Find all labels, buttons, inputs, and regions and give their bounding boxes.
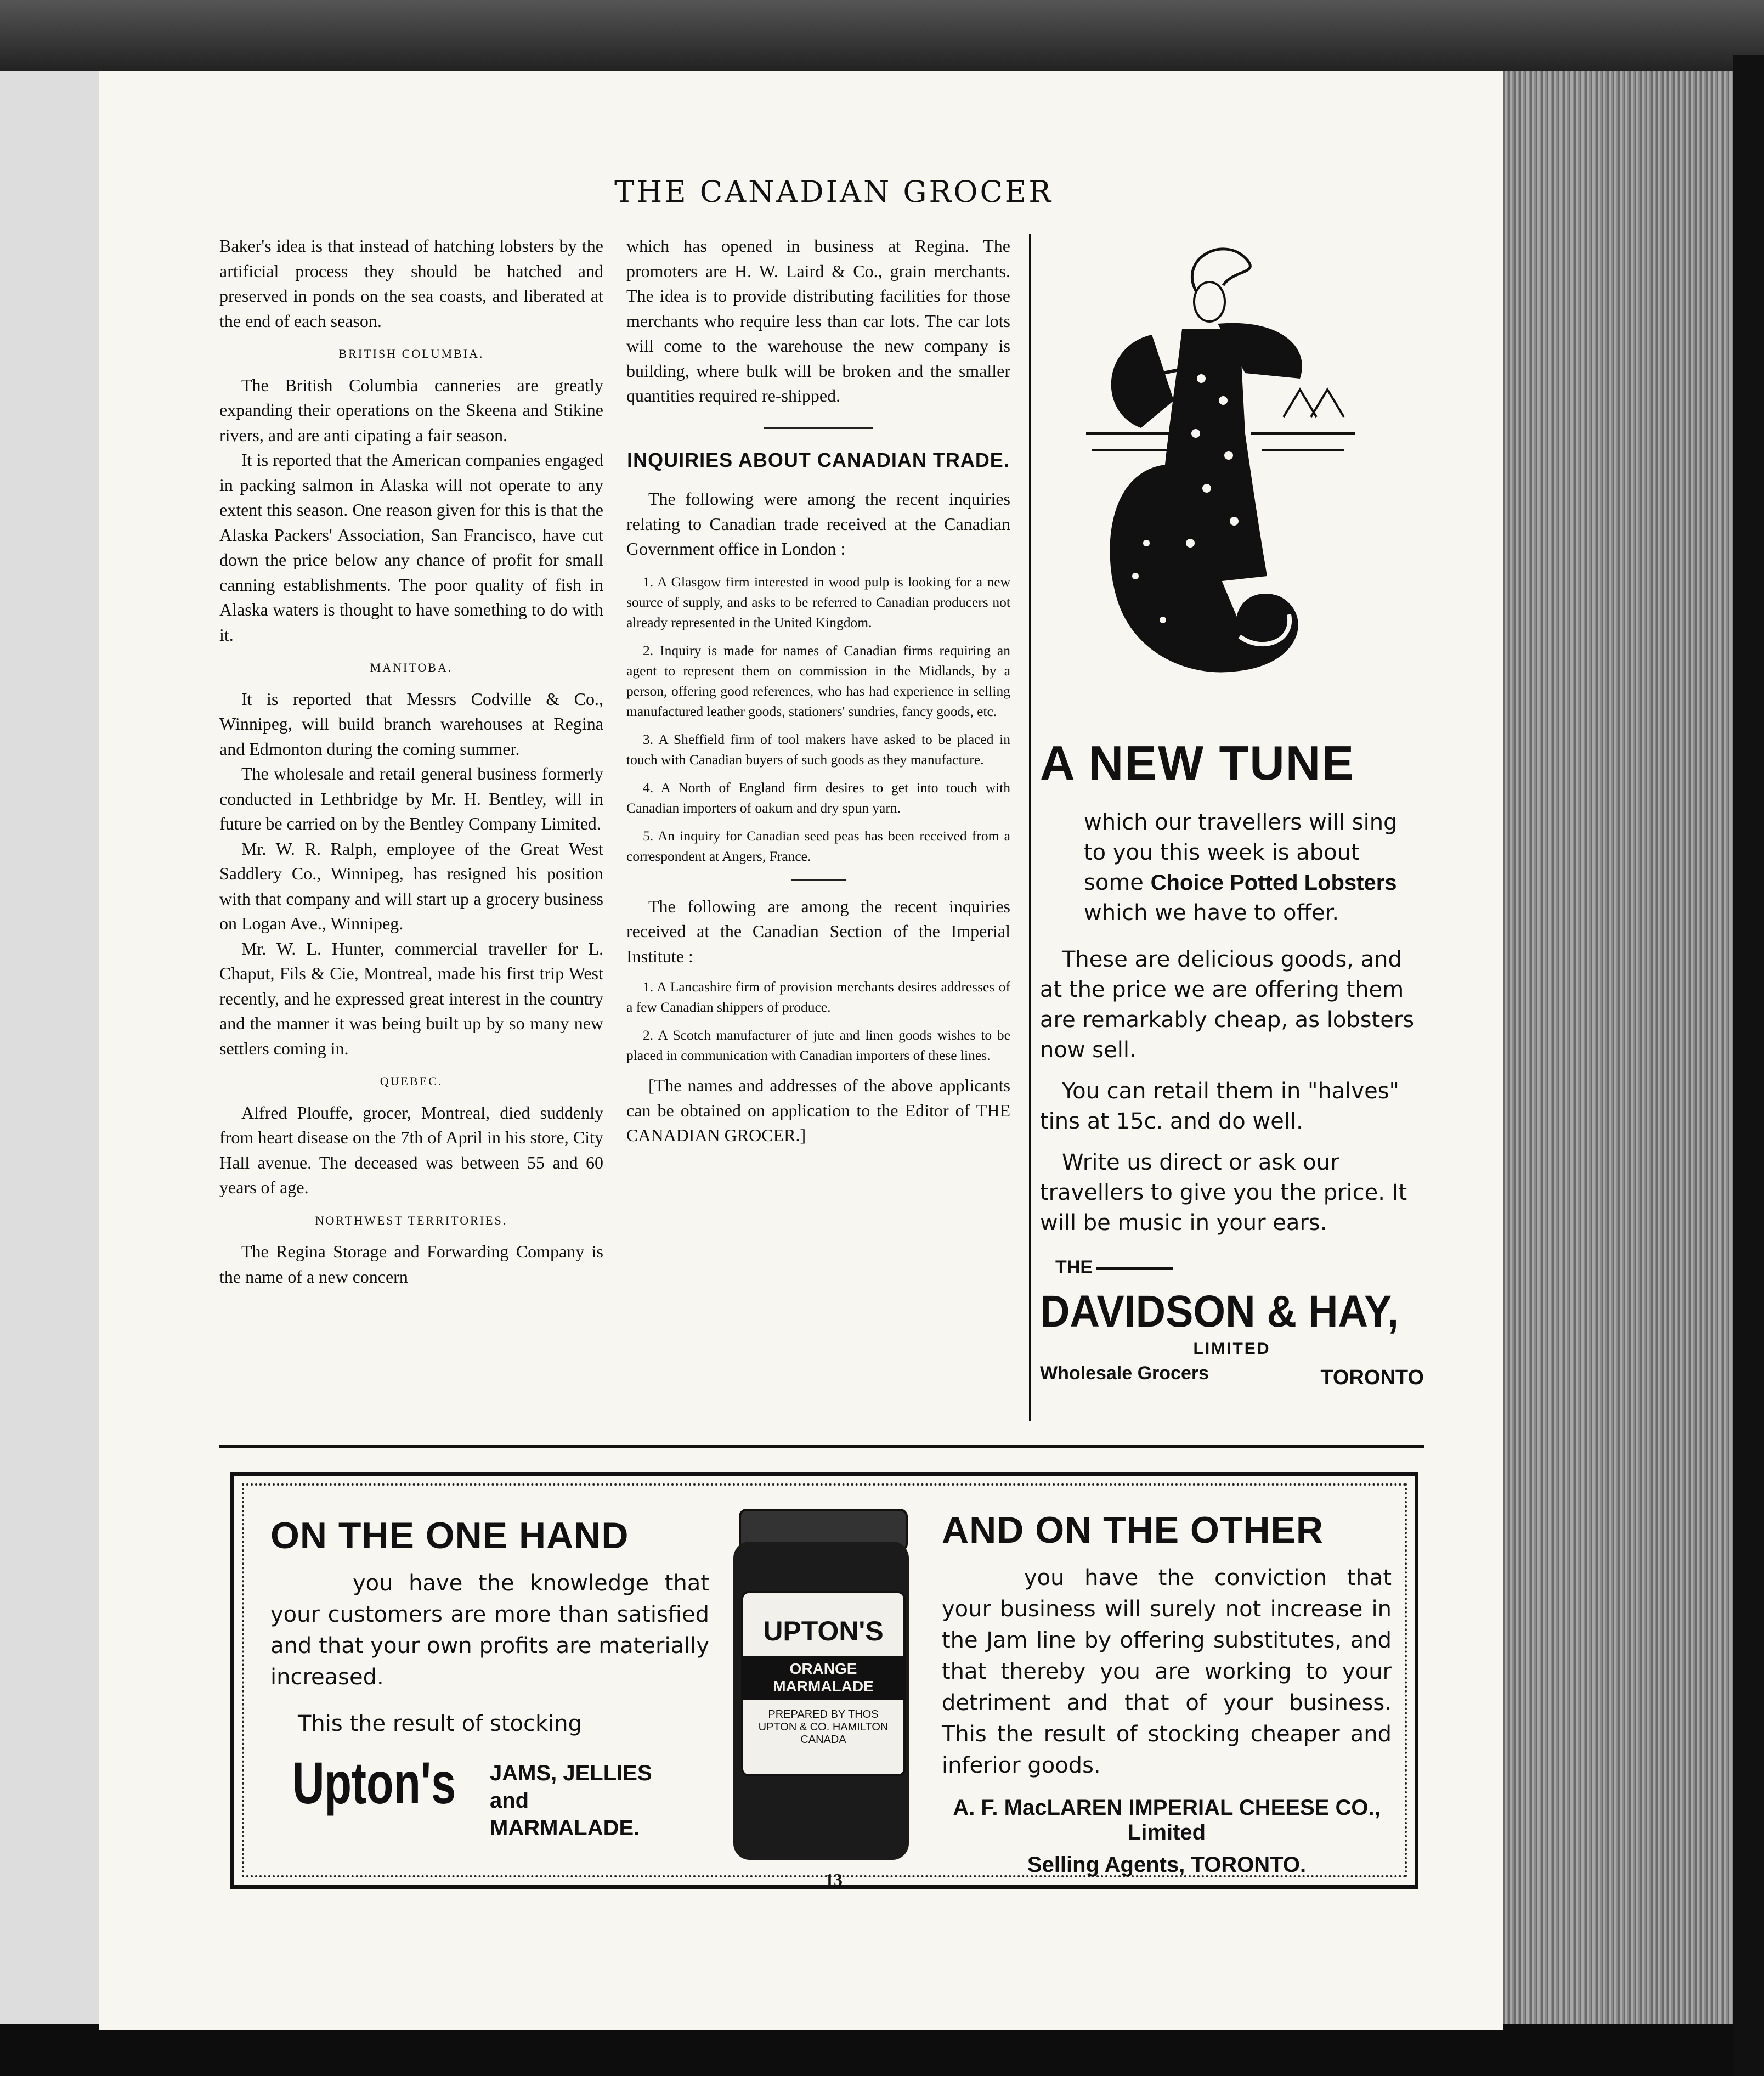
inquiry-list — [626, 572, 1010, 866]
ad-text: Write us direct or ask our travellers to give you the price. It will be music in your ears. — [1040, 1150, 1407, 1236]
company-city: TORONTO — [1320, 1366, 1424, 1389]
agent-name: A. F. MacLAREN IMPERIAL CHEESE CO., Limited — [953, 1796, 1381, 1844]
ad-product-name: Choice Potted Lobsters — [1150, 871, 1397, 895]
brand-name: Upton's — [292, 1750, 456, 1816]
facing-page-edge — [0, 71, 99, 2024]
list-item: 4. A North of England firm desires to get into touch with Canadian importers of oakum and dry spun yarn. — [626, 779, 1010, 816]
ad-right-text: you have the conviction that your business will surely not increase in the Jam line by offering substitutes, and that thereby you are working to your detriment and that of your business. This the result of stocking cheaper and inferior goods. — [942, 1565, 1392, 1778]
marmalade-jar — [733, 1509, 909, 1865]
paragraph: It is reported that the American companies engaged in packing salmon in Alaska will not operate to any extent this season. One reason given for this is that the Alaska Packers' Association, San Francisco, have cut down the price below any chance of profit for small canning establishments. The poor quality of fish in Alaska waters is thought to have something to do with it. — [219, 450, 603, 645]
ad-text: which we have to offer. — [1084, 900, 1339, 926]
list-item: 2. A Scotch manufacturer of jute and linen goods wishes to be placed in communication with Canadian importers of these lines. — [626, 1027, 1010, 1063]
ad-the: THE — [1040, 1257, 1424, 1278]
company-limited: LIMITED — [1193, 1340, 1271, 1358]
ad-left — [270, 1514, 709, 1840]
company-name: DAVIDSON & HAY, — [1040, 1287, 1399, 1336]
column-two — [626, 234, 1010, 1148]
imperial-list — [626, 977, 1010, 1065]
agent-location: Selling Agents, TORONTO. — [1027, 1853, 1307, 1877]
section-heading-bc: BRITISH COLUMBIA. — [338, 347, 484, 360]
paragraph: The following are among the recent inquiries received at the Canadian Section of the Imperial Institute : — [626, 896, 1010, 966]
jar-brand: UPTON'S — [763, 1616, 884, 1646]
list-item: 3. A Sheffield firm of tool makers have asked to be placed in touch with Canadian buyers of such goods as they manufacture. — [626, 731, 1010, 768]
jar-label — [741, 1591, 906, 1776]
section-heading-quebec: QUEBEC. — [380, 1074, 443, 1088]
divider — [791, 879, 846, 881]
ad-text: These are delicious goods, and at the price we are offering them are remarkably cheap, as lobsters now sell. — [1040, 947, 1415, 1063]
brand-products: JAMS, JELLIES and MARMALADE. — [490, 1761, 652, 1840]
ad-right — [942, 1509, 1392, 1877]
closing-note: [The names and addresses of the above applicants can be obtained on application to the Editor of THE CANADIAN GROCER.] — [626, 1075, 1010, 1145]
paragraph: Alfred Plouffe, grocer, Montreal, died suddenly from heart disease on the 7th of April in his store, City Hall avenue. The deceased was between 55 and 60 years of age. — [219, 1102, 603, 1197]
davidson-hay-ad — [1040, 735, 1424, 1391]
company-trade: Wholesale Grocers — [1040, 1363, 1209, 1384]
ad-body — [1040, 808, 1424, 1238]
company-footer — [1040, 1358, 1424, 1391]
article-intro: Baker's idea is that instead of hatching lobsters by the artificial process they should be hatched and preserved in ponds on the sea coasts, and liberated at the end of each season. — [219, 236, 603, 331]
ad-brand-block — [270, 1748, 709, 1840]
paragraph: The wholesale and retail general business formerly conducted in Lethbridge by Mr. H. Bentley, will in future be carried on by the Bentley Company Limited. — [219, 764, 603, 833]
list-item: 2. Inquiry is made for names of Canadian firms requiring an agent to represent them on commission in the Midlands, by a person, offering good references, who has had experience in selling manufactured leather goods, stationers' sundries, fancy goods, etc. — [626, 642, 1010, 719]
ad-right-heading: AND ON THE OTHER — [942, 1509, 1324, 1551]
list-item: 1. A Glasgow firm interested in wood pulp is looking for a new source of supply, and asks to be referred to Canadian producers not already represented in the United Kingdom. — [626, 573, 1010, 630]
ad-left-heading: ON THE ONE HAND — [270, 1515, 629, 1556]
paragraph: The Regina Storage and Forwarding Company is the name of a new concern — [219, 1242, 603, 1287]
section-heading-nwt: NORTHWEST TERRITORIES. — [315, 1213, 508, 1227]
paragraph: The British Columbia canneries are greatly expanding their operations on the Skeena and Stikine rivers, and are anti cipating a fair season. — [219, 375, 603, 445]
jar-maker: PREPARED BY THOS UPTON & CO. HAMILTON CANADA — [758, 1708, 889, 1746]
section-heading-manitoba: MANITOBA. — [370, 661, 453, 674]
book-spine-shadow — [1733, 55, 1764, 2076]
mermaid-illustration — [1081, 236, 1366, 708]
paragraph: The following were among the recent inquiries relating to Canadian trade received at the Canadian Government office in London : — [626, 489, 1010, 559]
paragraph: It is reported that Messrs Codville & Co., Winnipeg, will build branch warehouses at Regina and Edmonton during the coming summer. — [219, 689, 603, 759]
list-item: 1. A Lancashire firm of provision merchants desires addresses of a few Canadian shippers of produce. — [626, 979, 1010, 1015]
ad-text: which our travellers will sing to you this week is about some — [1084, 810, 1398, 895]
page-header: THE CANADIAN GROCER — [614, 174, 1053, 209]
horizontal-rule — [219, 1445, 1424, 1448]
ad-left-text: you have the knowledge that your customers are more than satisfied and that your own profits are materially increased. — [270, 1571, 709, 1690]
uptons-ad — [230, 1472, 1418, 1889]
scan-border — [0, 0, 1764, 82]
column-rule — [1029, 234, 1031, 1421]
ad-headline: A NEW TUNE — [1040, 736, 1355, 790]
page-number: 13 — [825, 1870, 843, 1889]
ad-left-result: This the result of stocking — [298, 1711, 582, 1736]
paragraph: Mr. W. R. Ralph, employee of the Great West Saddlery Co., Winnipeg, has resigned his position with that company and will start up a grocery business on Logan Ave., Winnipeg. — [219, 838, 603, 933]
column-one — [219, 234, 603, 1289]
ad-text: You can retail them in "halves" tins at 15c. and do well. — [1040, 1079, 1399, 1134]
book-page-edges — [1503, 71, 1733, 2024]
jar-product: ORANGE MARMALADE — [743, 1656, 903, 1700]
section-heading-inquiries: INQUIRIES ABOUT CANADIAN TRADE. — [627, 448, 1010, 471]
paragraph: which has opened in business at Regina. The promoters are H. W. Laird & Co., grain merchants. The idea is to provide distributing facilities for those merchants who require less than car lots. The car lots will come to the warehouse the new company is building, where bulk will be broken and the smaller quantities required re-shipped. — [626, 236, 1010, 405]
paragraph: Mr. W. L. Hunter, commercial traveller for L. Chaput, Fils & Cie, Montreal, made his first trip West recently, and he expressed great interest in the country and the manner it was being built up by so many new settlers coming in. — [219, 938, 603, 1058]
list-item: 5. An inquiry for Canadian seed peas has been received from a correspondent at Angers, France. — [626, 827, 1010, 864]
divider — [764, 427, 873, 429]
